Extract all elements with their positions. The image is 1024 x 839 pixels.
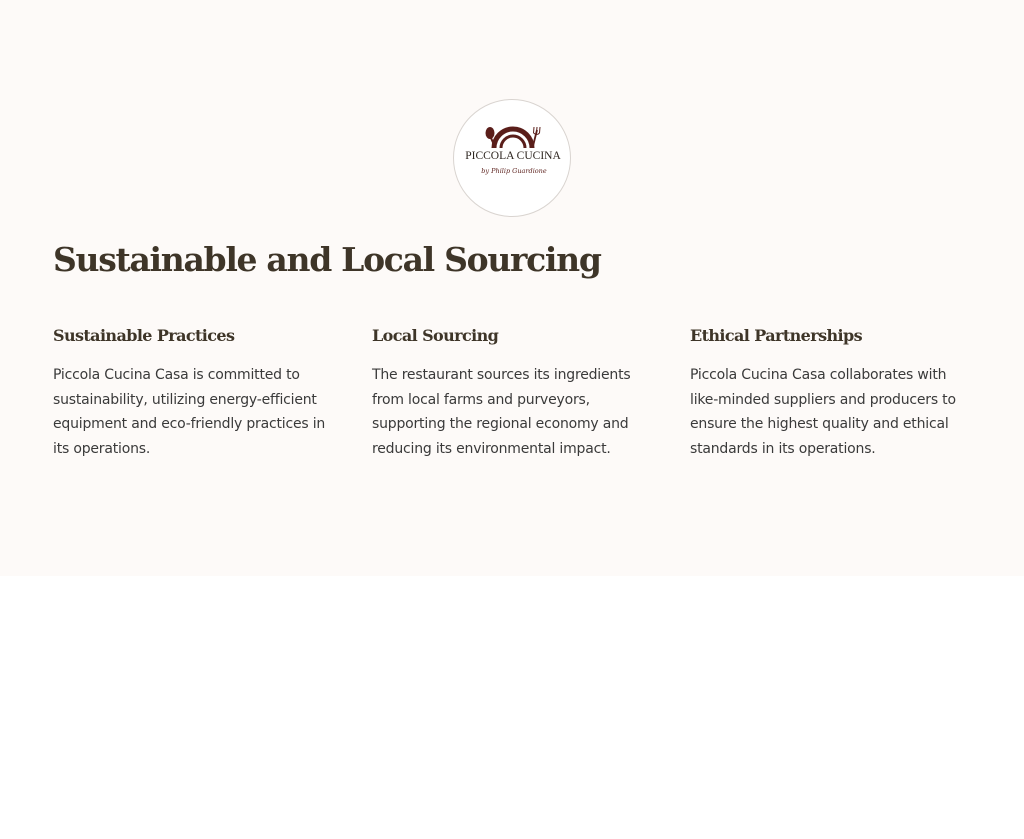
column-text: The restaurant sources its ingredients from local farms and purveyors, supporting the regional economy and reducing its environmental impact. <box>372 367 631 457</box>
column-title: Local Sourcing <box>372 326 499 345</box>
column-text: Piccola Cucina Casa collaborates with like-minded suppliers and producers to ensure the highest quality and ethical standards in its operations. <box>690 367 956 457</box>
section-heading: Sustainable and Local Sourcing <box>53 240 601 279</box>
column-title: Sustainable Practices <box>53 326 235 345</box>
ethical-partnerships-column <box>690 325 975 461</box>
sustainable-practices-column <box>53 325 333 461</box>
column-text: Piccola Cucina Casa is committed to sustainability, utilizing energy-efficient equipment and eco-friendly practices in its operations. <box>53 367 326 457</box>
local-sourcing-column <box>372 325 652 461</box>
logo-wordmark: PICCOLA CUCINA <box>465 150 561 162</box>
logo-signature: by Philip Guardione <box>481 167 547 175</box>
restaurant-logo[interactable] <box>453 99 571 217</box>
column-title: Ethical Partnerships <box>690 326 863 345</box>
plate-spoon-fork-icon <box>454 100 571 217</box>
